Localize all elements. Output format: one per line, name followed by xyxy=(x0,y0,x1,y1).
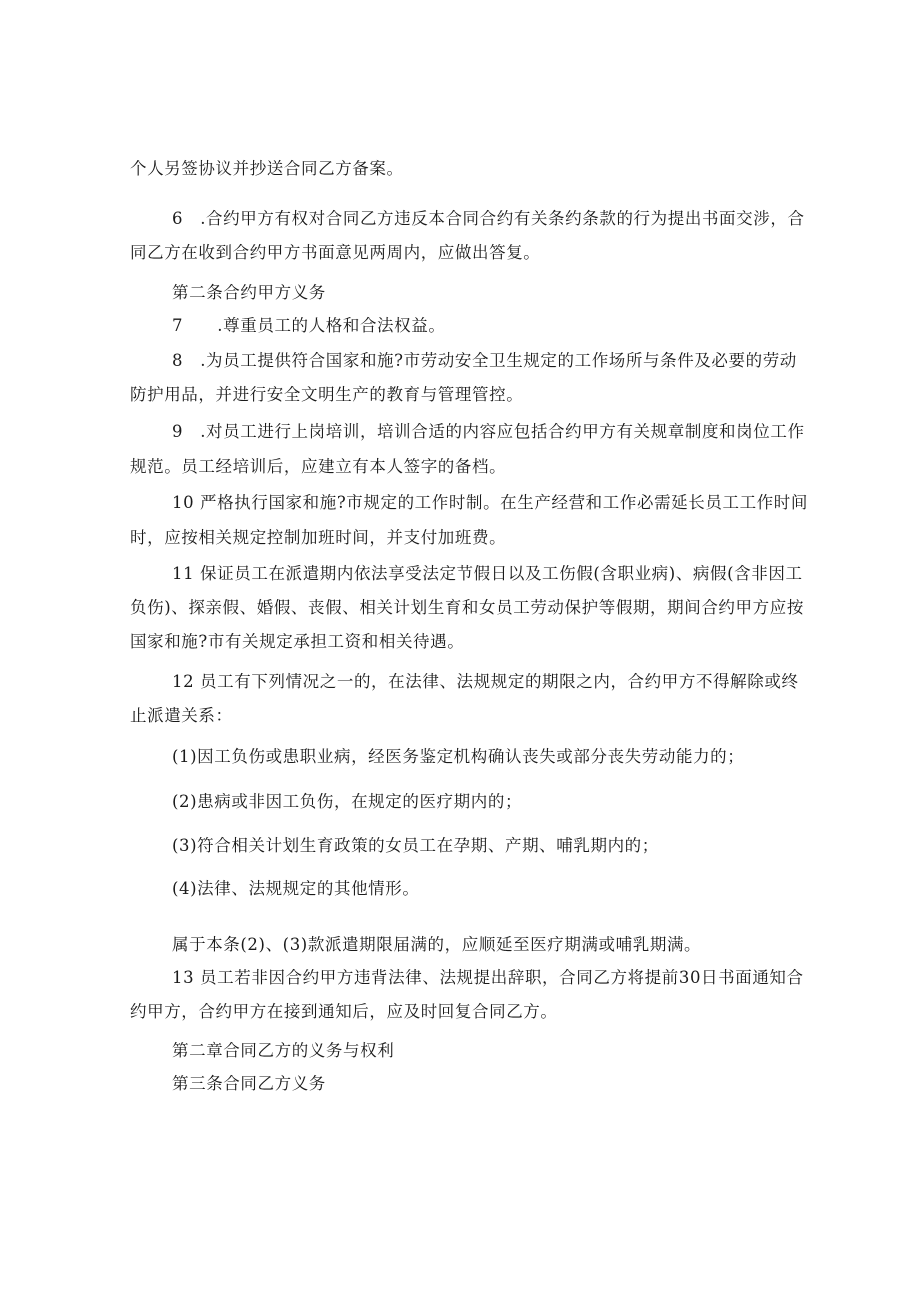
text-line: 10 严格执行国家和施?市规定的工作时制。在生产经营和工作必需延长员工工作时间 xyxy=(172,493,808,512)
text-line: 13 员工若非因合约甲方违背法律、法规提出辞职，合同乙方将提前30日书面通知合 xyxy=(172,968,804,987)
text-line: (1)因工负伤或患职业病，经医务鉴定机构确认丧失或部分丧失劳动能力的； xyxy=(172,747,745,766)
text-line: 属于本条(2)、(3)款派遣期限届满的，应顺延至医疗期满或哺乳期满。 xyxy=(172,935,702,954)
text-line: 止派遣关系： xyxy=(130,706,233,725)
text-line: (3)符合相关计划生育政策的女员工在孕期、产期、哺乳期内的； xyxy=(172,836,659,855)
text-line: (2)患病或非因工负伤，在规定的医疗期内的； xyxy=(172,792,523,811)
text-line: 8 .为员工提供符合国家和施?市劳动安全卫生规定的工作场所与条件及必要的劳动 xyxy=(172,351,797,370)
text-line: 个人另签协议并抄送合同乙方备案。 xyxy=(130,159,404,178)
text-line: 12 员工有下列情况之一的，在法律、法规规定的期限之内，合约甲方不得解除或终 xyxy=(172,672,799,691)
text-line: (4)法律、法规规定的其他情形。 xyxy=(172,879,420,898)
chapter-heading: 第二章合同乙方的义务与权利 xyxy=(172,1041,395,1060)
text-line: 6 .合约甲方有权对合同乙方违反本合同合约有关条约条款的行为提出书面交涉，合 xyxy=(172,209,805,228)
section-heading: 第三条合同乙方义务 xyxy=(172,1074,326,1093)
text-line: 时，应按相关规定控制加班时间，并支付加班费。 xyxy=(130,528,507,547)
text-line: 负伤)、探亲假、婚假、丧假、相关计划生育和女员工劳动保护等假期，期间合约甲方应按 xyxy=(130,598,804,617)
text-line: 9 .对员工进行上岗培训，培训合适的内容应包括合约甲方有关规章制度和岗位工作 xyxy=(172,422,805,441)
section-heading: 第二条合约甲方义务 xyxy=(172,283,326,302)
text-line: 规范。员工经培训后，应建立有本人签字的备档。 xyxy=(130,457,507,476)
text-line: 11 保证员工在派遣期内依法享受法定节假日以及工伤假(含职业病)、病假(含非因工 xyxy=(172,564,803,583)
text-line: 约甲方，合约甲方在接到通知后，应及时回复合同乙方。 xyxy=(130,1002,558,1021)
text-line: 国家和施?市有关规定承担工资和相关待遇。 xyxy=(130,632,465,651)
text-line: 7 .尊重员工的人格和合法权益。 xyxy=(172,316,446,335)
text-line: 同乙方在收到合约甲方书面意见两周内，应做出答复。 xyxy=(130,243,541,262)
text-line: 防护用品，并进行安全文明生产的教育与管理管控。 xyxy=(130,385,524,404)
